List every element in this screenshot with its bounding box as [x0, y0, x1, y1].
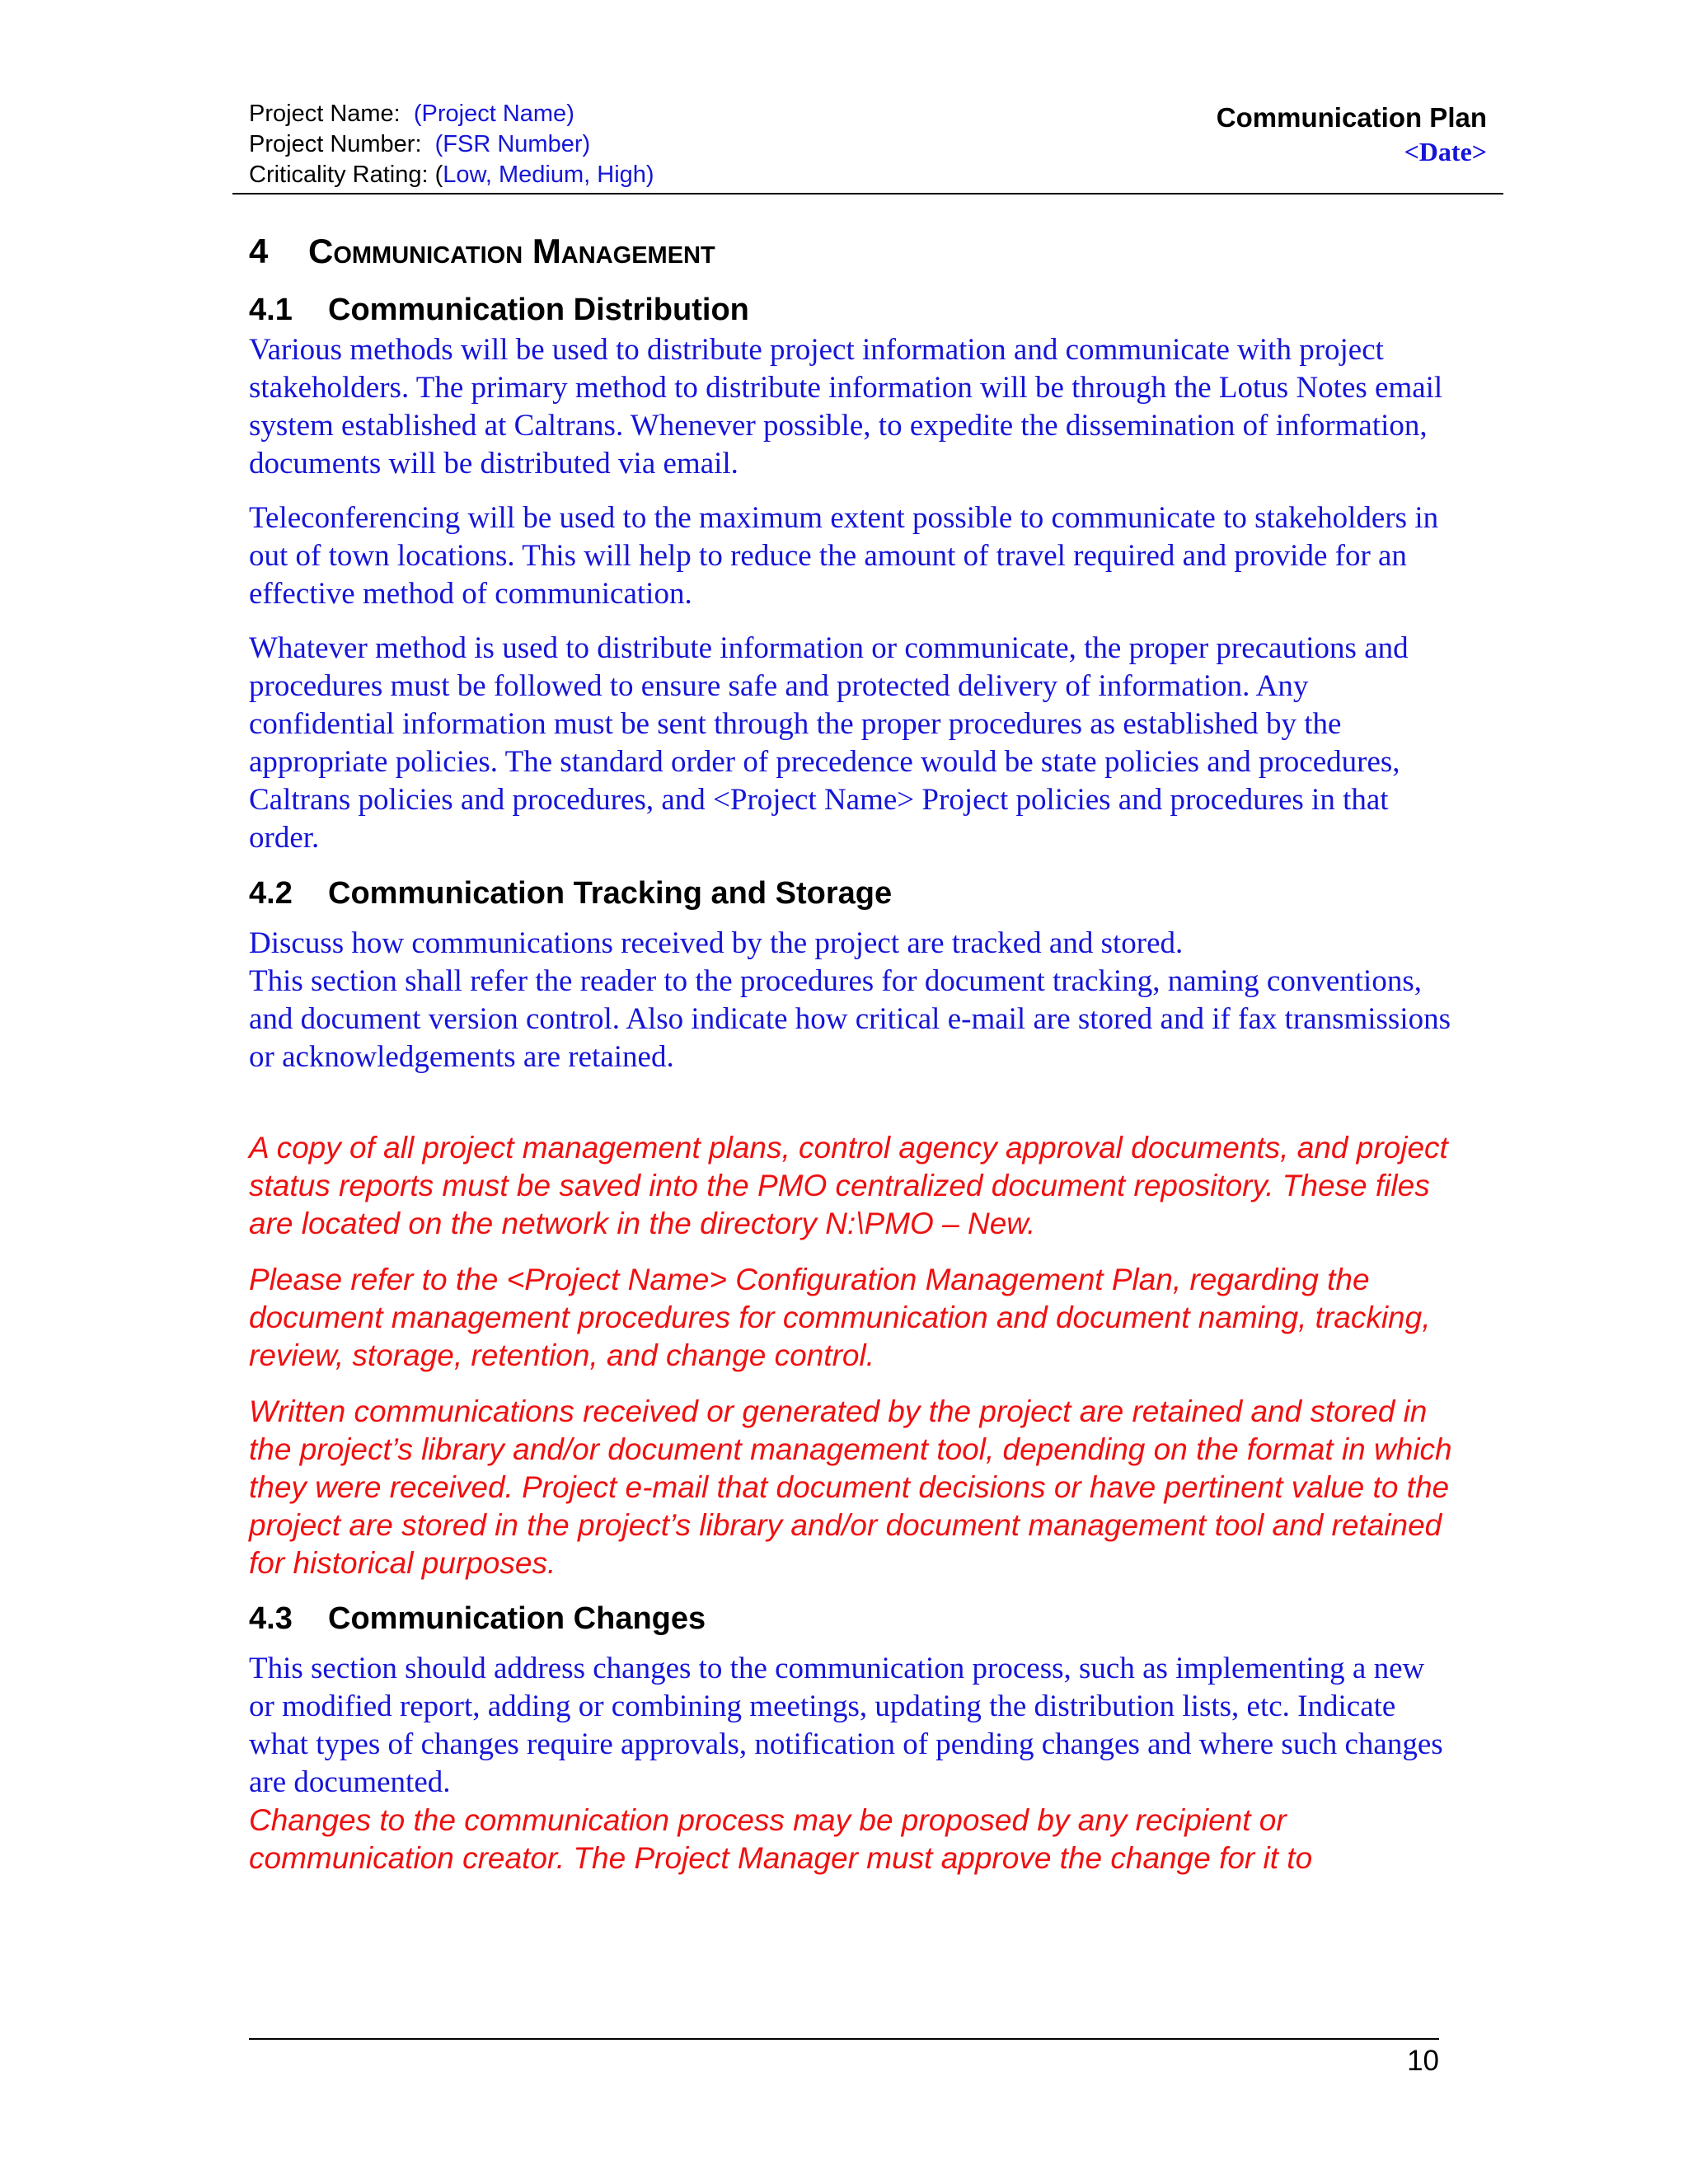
paragraph-changes-guidance: This section should address changes to the communication process, such as implementing a new or modified report, adding or combining meetings, updating the distribution lists, etc. Indicate what types of changes require approvals, notification of pending changes and where such changes are documented. — [249, 1652, 1443, 1799]
project-name-label: Project Name: — [249, 101, 401, 127]
criticality-value: Low, Medium, High) — [443, 162, 654, 188]
document-body — [249, 223, 1452, 1877]
section-title: Communication Distribution — [328, 293, 749, 327]
section-heading-4-2 — [249, 872, 1452, 915]
section-heading-4-3 — [249, 1597, 1452, 1640]
section-title: Communication Changes — [328, 1601, 706, 1636]
chapter-heading — [249, 223, 1452, 280]
paragraph-teleconferencing: Teleconferencing will be used to the maximum extent possible to communicate to stakeholders in out of town locations. This will help to reduce the amount of travel required and provide for an effective method of communication. — [249, 501, 1439, 611]
project-number-row — [249, 129, 654, 160]
header-project-info — [249, 99, 654, 190]
project-number-label: Project Number: — [249, 131, 422, 157]
project-number-value: (FSR Number) — [434, 131, 591, 157]
paragraph-precautions: Whatever method is used to distribute information or communicate, the proper precautions and procedures must be followed to ensure safe and protected delivery of information. Any confidential information must be sent through the proper procedures as established by the appropriate policies. The standard order of precedence would be state policies and procedures, Caltrans policies and procedures, and <Project Name> Project policies and procedures in that order. — [249, 631, 1409, 855]
criticality-label: Criticality Rating: — [249, 162, 429, 188]
paragraph-changes-approval: Changes to the communication process may be proposed by any recipient or communication creator. The Project Manager must approve the change for it to — [249, 1803, 1313, 1875]
paragraph-pmo-repository: A copy of all project management plans, control agency approval documents, and project status reports must be saved into the PMO centralized document repository. These files are located on the network in the directory N:\PMO – New. — [249, 1131, 1448, 1240]
document-title: Communication Plan — [1216, 102, 1487, 133]
header-doc-info — [1217, 101, 1487, 168]
criticality-row — [249, 160, 654, 190]
footer-divider — [249, 2038, 1439, 2040]
paragraph-distribution-methods: Various methods will be used to distribute project information and communicate with project stakeholders. The primary method to distribute information will be through the Lotus Notes email system established at Caltrans. Whenever possible, to expedite the dissemination of information, documents will be distributed via email. — [249, 333, 1443, 480]
chapter-title: Communication Management — [308, 232, 715, 270]
page-number: 10 — [1407, 2045, 1439, 2077]
section-number: 4.3 — [249, 1601, 293, 1636]
paragraph-tracking-guidance: This section shall refer the reader to the procedures for document tracking, naming conventions, and document version control. Also indicate how critical e-mail are stored and if fax transmissions or acknowledgements are retained. — [249, 964, 1451, 1074]
criticality-open-paren: ( — [434, 162, 443, 188]
paragraph-tracking-intro: Discuss how communications received by the project are tracked and stored. — [249, 926, 1184, 960]
section-heading-4-1 — [249, 288, 1452, 331]
section-number: 4.2 — [249, 876, 293, 911]
paragraph-config-plan: Please refer to the <Project Name> Configuration Management Plan, regarding the document management procedures for communication and document naming, tracking, review, storage, retention, and change control. — [249, 1263, 1431, 1372]
section-title: Communication Tracking and Storage — [328, 876, 893, 911]
project-name-value: (Project Name) — [413, 101, 574, 127]
chapter-number: 4 — [249, 232, 269, 270]
header-divider — [232, 193, 1503, 194]
document-date: <Date> — [1404, 137, 1487, 166]
project-name-row — [249, 99, 654, 129]
paragraph-written-communications: Written communications received or generated by the project are retained and stored in the project’s library and/or document management tool, depending on the format in which they were received. Project e-mail that document decisions or have pertinent value to the project are stored in the project’s library and/or document management tool and retained for historical purposes. — [249, 1394, 1452, 1580]
section-number: 4.1 — [249, 293, 293, 327]
